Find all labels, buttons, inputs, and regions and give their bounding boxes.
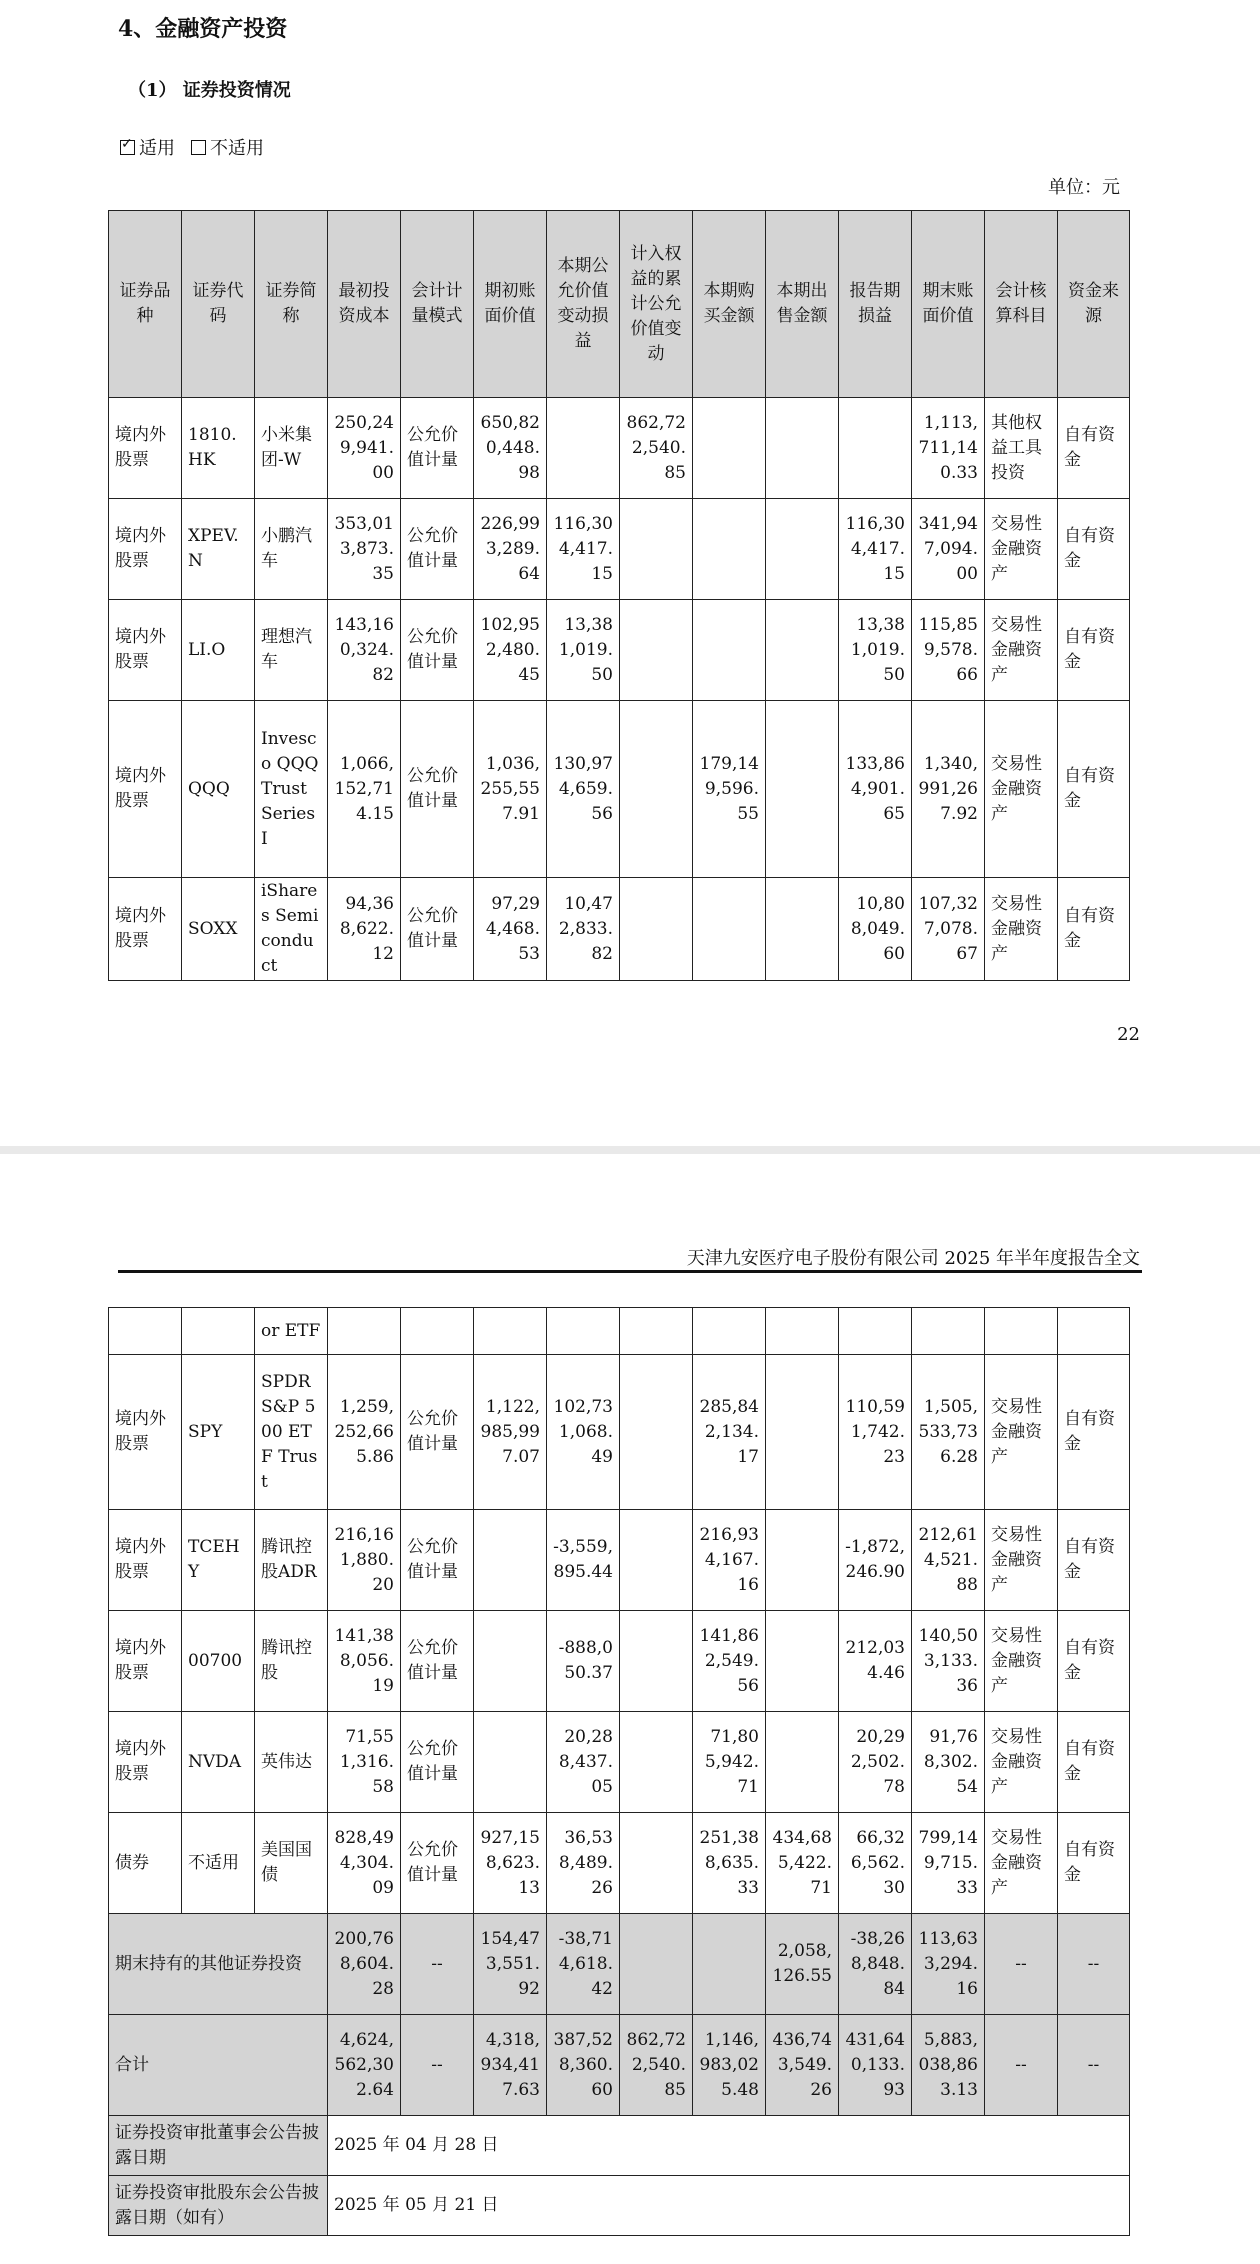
name-cell: 腾讯控股 <box>255 1611 328 1712</box>
summary-sell-cell: 436,743,549.26 <box>766 2015 839 2116</box>
equity-fair-value-cell <box>620 1510 693 1611</box>
account-cell: 交易性金融资产 <box>985 1355 1058 1510</box>
page-number: 22 <box>1117 1024 1140 1045</box>
measurement-mode-cell: 公允价值计量 <box>401 878 474 981</box>
account-cell: 交易性金融资产 <box>985 1813 1058 1914</box>
total-row <box>109 2015 1130 2116</box>
fund-source-cell: 自有资金 <box>1058 878 1130 981</box>
unchecked-box-icon <box>191 140 206 155</box>
unit-label: 单位：元 <box>1048 177 1120 198</box>
equity-fair-value-cell <box>620 878 693 981</box>
period-pl-cell: 10,808,049.60 <box>839 878 912 981</box>
not-applicable-label: 不适用 <box>210 138 264 159</box>
equity-fair-value-cell <box>620 499 693 600</box>
closing-value-cell: 140,503,133.36 <box>912 1611 985 1712</box>
purchase-cell <box>693 398 766 499</box>
period-pl-cell: 66,326,562.30 <box>839 1813 912 1914</box>
initial-cost-cell: 71,551,316.58 <box>328 1712 401 1813</box>
fund-source-cell: 自有资金 <box>1058 1712 1130 1813</box>
table-header-row <box>109 211 1130 398</box>
initial-cost-cell: 1,259,252,665.86 <box>328 1355 401 1510</box>
closing-value-cell: 1,340,991,267.92 <box>912 701 985 878</box>
initial-cost-cell: 94,368,622.12 <box>328 878 401 981</box>
sale-cell: 434,685,422.71 <box>766 1813 839 1914</box>
summary-close-cell: 5,883,038,863.13 <box>912 2015 985 2116</box>
applicable-label: 适用 <box>139 138 175 159</box>
summary-source-cell: -- <box>1058 2015 1130 2116</box>
type-cell: 境内外股票 <box>109 600 182 701</box>
code-cell: QQQ <box>182 701 255 878</box>
date-label-cell: 证券投资审批股东会公告披露日期（如有） <box>109 2176 328 2236</box>
measurement-mode-cell: 公允价值计量 <box>401 1510 474 1611</box>
securities-investment-table <box>108 210 1130 981</box>
empty-cell <box>547 1308 620 1355</box>
closing-value-cell: 115,859,578.66 <box>912 600 985 701</box>
sale-cell <box>766 600 839 701</box>
column-header: 资金来源 <box>1058 211 1130 398</box>
type-cell: 境内外股票 <box>109 1355 182 1510</box>
initial-cost-cell: 1,066,152,714.15 <box>328 701 401 878</box>
empty-cell <box>474 1308 547 1355</box>
sale-cell <box>766 398 839 499</box>
table-row <box>109 600 1130 701</box>
equity-fair-value-cell <box>620 1813 693 1914</box>
empty-cell <box>620 1308 693 1355</box>
purchase-cell: 71,805,942.71 <box>693 1712 766 1813</box>
name-cell: 理想汽车 <box>255 600 328 701</box>
empty-cell <box>912 1308 985 1355</box>
board-date-row <box>109 2116 1130 2176</box>
code-cell: XPEV.N <box>182 499 255 600</box>
account-cell: 其他权益工具投资 <box>985 398 1058 499</box>
type-cell: 境内外股票 <box>109 499 182 600</box>
code-cell: TCEHY <box>182 1510 255 1611</box>
summary-account-cell: -- <box>985 2015 1058 2116</box>
empty-cell <box>985 1308 1058 1355</box>
fair-value-change-cell: 36,538,489.26 <box>547 1813 620 1914</box>
account-cell: 交易性金融资产 <box>985 1712 1058 1813</box>
subsection-title: （1） 证券投资情况 <box>128 80 291 101</box>
name-cell: 小米集团-W <box>255 398 328 499</box>
code-cell: 1810.HK <box>182 398 255 499</box>
fund-source-cell: 自有资金 <box>1058 1355 1130 1510</box>
account-cell: 交易性金融资产 <box>985 1510 1058 1611</box>
column-header: 证券简称 <box>255 211 328 398</box>
period-pl-cell: 116,304,417.15 <box>839 499 912 600</box>
code-cell: 不适用 <box>182 1813 255 1914</box>
empty-cell <box>328 1308 401 1355</box>
period-pl-cell: 133,864,901.65 <box>839 701 912 878</box>
initial-cost-cell: 141,388,056.19 <box>328 1611 401 1712</box>
purchase-cell <box>693 499 766 600</box>
type-cell: 境内外股票 <box>109 878 182 981</box>
table-row <box>109 1355 1130 1510</box>
section-title: 4、金融资产投资 <box>118 16 288 42</box>
sale-cell <box>766 1510 839 1611</box>
purchase-cell: 141,862,549.56 <box>693 1611 766 1712</box>
name-cell: Invesco QQQ Trust Series I <box>255 701 328 878</box>
period-pl-cell: 20,292,502.78 <box>839 1712 912 1813</box>
code-cell: SOXX <box>182 878 255 981</box>
column-header: 会计核算科目 <box>985 211 1058 398</box>
summary-open-cell: 4,318,934,417.63 <box>474 2015 547 2116</box>
fair-value-change-cell: 102,731,068.49 <box>547 1355 620 1510</box>
summary-equity-fv-cell: 862,722,540.85 <box>620 2015 693 2116</box>
summary-pl-cell: 431,640,133.93 <box>839 2015 912 2116</box>
type-cell: 境内外股票 <box>109 701 182 878</box>
measurement-mode-cell: 公允价值计量 <box>401 1813 474 1914</box>
account-cell: 交易性金融资产 <box>985 1611 1058 1712</box>
period-pl-cell: 212,034.46 <box>839 1611 912 1712</box>
closing-value-cell: 1,505,533,736.28 <box>912 1355 985 1510</box>
column-header: 本期出售金额 <box>766 211 839 398</box>
equity-fair-value-cell <box>620 701 693 878</box>
account-cell: 交易性金融资产 <box>985 600 1058 701</box>
empty-cell <box>693 1308 766 1355</box>
fund-source-cell: 自有资金 <box>1058 600 1130 701</box>
equity-fair-value-cell <box>620 600 693 701</box>
opening-value-cell: 102,952,480.45 <box>474 600 547 701</box>
date-value-cell: 2025 年 04 月 28 日 <box>328 2116 1130 2176</box>
sale-cell <box>766 1712 839 1813</box>
sale-cell <box>766 878 839 981</box>
fair-value-change-cell: -888,050.37 <box>547 1611 620 1712</box>
applicability-options <box>120 134 264 160</box>
column-header: 计入权益的累计公允价值变动 <box>620 211 693 398</box>
checked-box-icon <box>120 140 135 155</box>
purchase-cell: 179,149,596.55 <box>693 701 766 878</box>
continuation-row <box>109 1308 1130 1355</box>
fund-source-cell: 自有资金 <box>1058 1510 1130 1611</box>
name-cell: SPDR S&P 500 ETF Trust <box>255 1355 328 1510</box>
fund-source-cell: 自有资金 <box>1058 398 1130 499</box>
code-cell: LI.O <box>182 600 255 701</box>
name-cell: 美国国债 <box>255 1813 328 1914</box>
type-cell: 境内外股票 <box>109 398 182 499</box>
column-header: 证券品种 <box>109 211 182 398</box>
fund-source-cell: 自有资金 <box>1058 499 1130 600</box>
measurement-mode-cell: 公允价值计量 <box>401 1355 474 1510</box>
column-header: 期初账面价值 <box>474 211 547 398</box>
equity-fair-value-cell <box>620 1712 693 1813</box>
closing-value-cell: 107,327,078.67 <box>912 878 985 981</box>
purchase-cell <box>693 600 766 701</box>
fair-value-change-cell: 13,381,019.50 <box>547 600 620 701</box>
summary-label-cell: 期末持有的其他证券投资 <box>109 1914 328 2015</box>
summary-buy-cell: 1,146,983,025.48 <box>693 2015 766 2116</box>
closing-value-cell: 799,149,715.33 <box>912 1813 985 1914</box>
column-header: 报告期损益 <box>839 211 912 398</box>
summary-pl-cell: -38,268,848.84 <box>839 1914 912 2015</box>
type-cell: 债券 <box>109 1813 182 1914</box>
opening-value-cell: 226,993,289.64 <box>474 499 547 600</box>
running-header: 天津九安医疗电子股份有限公司 2025 年半年度报告全文 <box>686 1248 1140 1269</box>
initial-cost-cell: 143,160,324.82 <box>328 600 401 701</box>
empty-cell <box>839 1308 912 1355</box>
measurement-mode-cell: 公允价值计量 <box>401 1712 474 1813</box>
opening-value-cell <box>474 1510 547 1611</box>
name-cell: 小鹏汽车 <box>255 499 328 600</box>
not-applicable-option <box>191 134 264 160</box>
initial-cost-cell: 828,494,304.09 <box>328 1813 401 1914</box>
purchase-cell: 216,934,167.16 <box>693 1510 766 1611</box>
table-row <box>109 499 1130 600</box>
closing-value-cell: 1,113,711,140.33 <box>912 398 985 499</box>
column-header: 本期购买金额 <box>693 211 766 398</box>
summary-label-cell: 合计 <box>109 2015 328 2116</box>
column-header: 证券代码 <box>182 211 255 398</box>
summary-mode-cell: -- <box>401 2015 474 2116</box>
opening-value-cell: 97,294,468.53 <box>474 878 547 981</box>
fund-source-cell: 自有资金 <box>1058 1611 1130 1712</box>
account-cell: 交易性金融资产 <box>985 499 1058 600</box>
table-row <box>109 1611 1130 1712</box>
code-cell: 00700 <box>182 1611 255 1712</box>
empty-cell <box>401 1308 474 1355</box>
column-header: 期末账面价值 <box>912 211 985 398</box>
applicable-option <box>120 134 175 160</box>
type-cell: 境内外股票 <box>109 1712 182 1813</box>
summary-source-cell: -- <box>1058 1914 1130 2015</box>
equity-fair-value-cell <box>620 1611 693 1712</box>
summary-buy-cell <box>693 1914 766 2015</box>
name-cell: iShares Semiconduct <box>255 878 328 981</box>
sale-cell <box>766 701 839 878</box>
equity-fair-value-cell <box>620 1355 693 1510</box>
closing-value-cell: 341,947,094.00 <box>912 499 985 600</box>
code-cell: NVDA <box>182 1712 255 1813</box>
summary-cost-cell: 4,624,562,302.64 <box>328 2015 401 2116</box>
sale-cell <box>766 1611 839 1712</box>
sale-cell <box>766 499 839 600</box>
opening-value-cell: 1,122,985,997.07 <box>474 1355 547 1510</box>
table-row <box>109 1813 1130 1914</box>
summary-fv-change-cell: -38,714,618.42 <box>547 1914 620 2015</box>
initial-cost-cell: 353,013,873.35 <box>328 499 401 600</box>
type-cell: 境内外股票 <box>109 1611 182 1712</box>
purchase-cell <box>693 878 766 981</box>
period-pl-cell <box>839 398 912 499</box>
closing-value-cell: 212,614,521.88 <box>912 1510 985 1611</box>
measurement-mode-cell: 公允价值计量 <box>401 398 474 499</box>
fair-value-change-cell: 20,288,437.05 <box>547 1712 620 1813</box>
fair-value-change-cell: 10,472,833.82 <box>547 878 620 981</box>
summary-close-cell: 113,633,294.16 <box>912 1914 985 2015</box>
column-header: 本期公允价值变动损益 <box>547 211 620 398</box>
table-row <box>109 1712 1130 1813</box>
header-rule <box>118 1270 1142 1273</box>
opening-value-cell: 927,158,623.13 <box>474 1813 547 1914</box>
purchase-cell: 251,388,635.33 <box>693 1813 766 1914</box>
measurement-mode-cell: 公允价值计量 <box>401 1611 474 1712</box>
opening-value-cell: 1,036,255,557.91 <box>474 701 547 878</box>
summary-cost-cell: 200,768,604.28 <box>328 1914 401 2015</box>
table-row <box>109 398 1130 499</box>
summary-mode-cell: -- <box>401 1914 474 2015</box>
empty-cell <box>766 1308 839 1355</box>
summary-equity-fv-cell <box>620 1914 693 2015</box>
opening-value-cell <box>474 1712 547 1813</box>
equity-fair-value-cell: 862,722,540.85 <box>620 398 693 499</box>
name-cell: 腾讯控股ADR <box>255 1510 328 1611</box>
period-pl-cell: 110,591,742.23 <box>839 1355 912 1510</box>
fund-source-cell: 自有资金 <box>1058 701 1130 878</box>
measurement-mode-cell: 公允价值计量 <box>401 499 474 600</box>
column-header: 会计计量模式 <box>401 211 474 398</box>
closing-value-cell: 91,768,302.54 <box>912 1712 985 1813</box>
period-pl-cell: 13,381,019.50 <box>839 600 912 701</box>
sale-cell <box>766 1355 839 1510</box>
purchase-cell: 285,842,134.17 <box>693 1355 766 1510</box>
type-cell: 境内外股票 <box>109 1510 182 1611</box>
shareholder-date-row <box>109 2176 1130 2236</box>
empty-cell <box>182 1308 255 1355</box>
date-value-cell: 2025 年 05 月 21 日 <box>328 2176 1130 2236</box>
empty-cell <box>109 1308 182 1355</box>
table-row <box>109 701 1130 878</box>
opening-value-cell <box>474 1611 547 1712</box>
account-cell: 交易性金融资产 <box>985 701 1058 878</box>
column-header: 最初投资成本 <box>328 211 401 398</box>
measurement-mode-cell: 公允价值计量 <box>401 701 474 878</box>
report-page-23 <box>0 1154 1260 2264</box>
fair-value-change-cell <box>547 398 620 499</box>
summary-sell-cell: 2,058,126.55 <box>766 1914 839 2015</box>
opening-value-cell: 650,820,448.98 <box>474 398 547 499</box>
account-cell: 交易性金融资产 <box>985 878 1058 981</box>
name-cell: or ETF <box>255 1308 328 1355</box>
other-securities-row <box>109 1914 1130 2015</box>
date-label-cell: 证券投资审批董事会公告披露日期 <box>109 2116 328 2176</box>
fair-value-change-cell: -3,559,895.44 <box>547 1510 620 1611</box>
code-cell: SPY <box>182 1355 255 1510</box>
initial-cost-cell: 250,249,941.00 <box>328 398 401 499</box>
summary-open-cell: 154,473,551.92 <box>474 1914 547 2015</box>
securities-investment-table-continued <box>108 1307 1130 2236</box>
measurement-mode-cell: 公允价值计量 <box>401 600 474 701</box>
fair-value-change-cell: 130,974,659.56 <box>547 701 620 878</box>
summary-fv-change-cell: 387,528,360.60 <box>547 2015 620 2116</box>
fair-value-change-cell: 116,304,417.15 <box>547 499 620 600</box>
table-row <box>109 1510 1130 1611</box>
period-pl-cell: -1,872,246.90 <box>839 1510 912 1611</box>
initial-cost-cell: 216,161,880.20 <box>328 1510 401 1611</box>
fund-source-cell: 自有资金 <box>1058 1813 1130 1914</box>
name-cell: 英伟达 <box>255 1712 328 1813</box>
empty-cell <box>1058 1308 1130 1355</box>
summary-account-cell: -- <box>985 1914 1058 2015</box>
table-row <box>109 878 1130 981</box>
